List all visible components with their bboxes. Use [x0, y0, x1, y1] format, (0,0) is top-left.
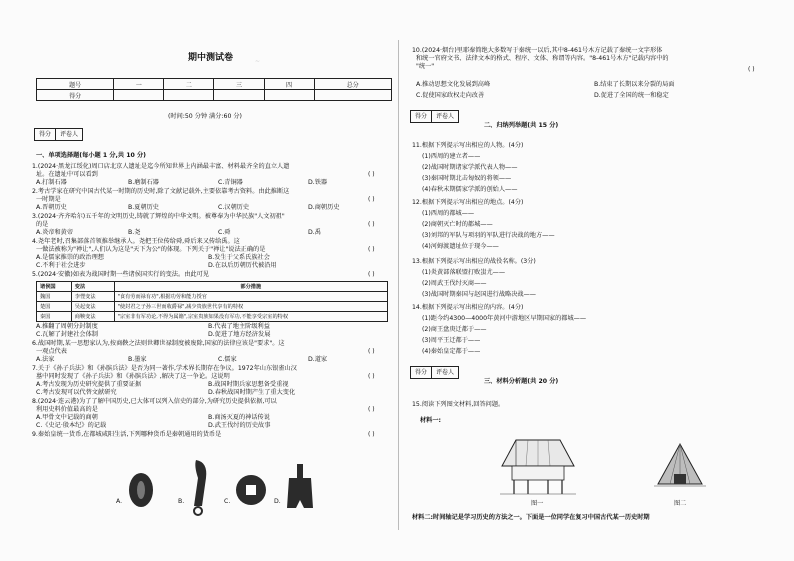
q13-item-2[interactable]: (2)周武王伐纣灭商——	[422, 280, 487, 287]
q5-option-a[interactable]: A.推翻了周朝分封制度	[36, 323, 98, 330]
stilt-house-figure	[498, 436, 578, 498]
q3-option-c[interactable]: C.舜	[218, 229, 231, 236]
q4-option-a[interactable]: A.是儒家推崇的政治理想	[36, 254, 104, 261]
q5-option-b[interactable]: B.代表了地主阶级利益	[208, 323, 270, 330]
scorer-label: 得分	[411, 111, 432, 122]
q4-option-d[interactable]: D.在以后历朝历代被沿用	[208, 262, 277, 269]
q10-option-d[interactable]: D.促进了全国的统一和稳定	[594, 92, 669, 99]
q7-option-d[interactable]: D.春秋战国时期产生了重大变化	[208, 389, 296, 396]
score-cell[interactable]	[314, 90, 391, 101]
reform-table-cell: 吴起变法	[71, 302, 114, 312]
scorer-box	[34, 128, 83, 141]
q12-stem: 12.根据下列提示写出相应的地点。(4分)	[412, 199, 524, 206]
q9-option-b[interactable]: B.	[178, 498, 185, 505]
q7-stem: 7.关于《孙子兵法》和《孙膑兵法》是否为同一著作,学术界长期存在争议。1972年山东银雀山汉	[32, 365, 297, 372]
q10-option-b[interactable]: B.结束了长期以来分裂的局面	[594, 81, 675, 88]
q10-option-c[interactable]: C.促使国家政权走向改善	[416, 92, 485, 99]
answer-paren[interactable]: ( )	[368, 271, 375, 278]
scorer-box	[410, 366, 459, 379]
scorer-label: 得分	[35, 129, 56, 140]
q7-stem-2: 墓中同时发现了《孙子兵法》和《孙膑兵法》,解决了这一争论。这说明	[36, 373, 230, 380]
q14-item-1[interactable]: (1)距今约4300—4000年黄河中游地区早期国家的都城——	[422, 315, 587, 322]
q9-option-a[interactable]: A.	[116, 498, 123, 505]
score-cell[interactable]	[264, 90, 314, 101]
spade-coin-icon	[284, 462, 316, 512]
q1-option-b[interactable]: B.磨制石器	[128, 179, 159, 186]
q6-option-c[interactable]: C.儒家	[218, 356, 237, 363]
q11-item-1[interactable]: (1)西周的建立者——	[422, 153, 481, 160]
q2-option-b[interactable]: B.夏朝历史	[128, 204, 159, 211]
reform-table-cell: "使封君之子孙三世而收爵禄",减少贵族世代享有的特权	[114, 302, 387, 312]
q4-stem: 4.尧年老时,召集部落首领推举继承人。尧把王位传给舜,舜后来又传给禹。这	[32, 238, 240, 245]
q15-stem: 15.阅读下列图文材料,回答问题。	[412, 401, 505, 408]
score-header: 四	[264, 79, 314, 90]
q2-stem-2: 一时期是	[36, 196, 61, 203]
time-note: (时间:50 分钟 满分:60 分)	[168, 113, 242, 120]
q14-item-4[interactable]: (4)秦始皇定都于——	[422, 348, 481, 355]
q9-option-d[interactable]: D.	[274, 498, 281, 505]
q10-stem-2: 和统一官府文书、法律文本的格式、程序、文体、称谓等内容。"8-461号木方"记载内容中的	[416, 55, 669, 62]
section-2-title: 二、归纳列举题(共 15 分)	[484, 122, 559, 129]
q5-option-c[interactable]: C.瓦解了封建社会体制	[36, 331, 98, 338]
q7-option-b[interactable]: B.战国时期兵家思想备受重视	[208, 381, 289, 388]
scorer-label: 得分	[411, 367, 432, 378]
q1-option-a[interactable]: A.打制石器	[36, 179, 67, 186]
shell-coin-icon	[126, 470, 156, 510]
q2-option-d[interactable]: D.商朝历史	[308, 204, 340, 211]
score-cell[interactable]	[164, 90, 214, 101]
exam-title: 期中测试卷	[188, 53, 234, 63]
score-table	[36, 78, 392, 101]
answer-paren[interactable]: ( )	[368, 246, 375, 253]
q8-option-a[interactable]: A.甲骨文中记载的商朝	[36, 414, 98, 421]
q15-material-1-label: 材料一:	[420, 417, 442, 424]
q6-option-b[interactable]: B.墨家	[128, 356, 147, 363]
q1-option-c[interactable]: C.青铜器	[218, 179, 243, 186]
q11-stem: 11.根据下列提示写出相应的人物。(4分)	[412, 142, 524, 149]
q10-stem: 10.(2024·烟台)里耶秦简绝大多数写于秦统一以后,其中8-461号木方记载了秦统一文字形体	[412, 47, 663, 54]
q2-stem: 2.考古学家在研究中国古代某一时期的历史时,除了文献记载外,主要依靠考古资料。由此推断这	[32, 188, 290, 195]
q9-stem: 9.秦始皇统一货币,在都城咸阳生活,下列哪种货币是秦朝通用的货币是	[32, 431, 222, 438]
q15-material-2: 材料二:时间轴记是学习历史的方法之一。下面是一位同学在复习中国古代某一历史时期	[412, 514, 650, 521]
q11-item-3[interactable]: (3)秦国时期北击匈奴的将领——	[422, 175, 512, 182]
q14-item-3[interactable]: (3)周平王迁都于——	[422, 337, 481, 344]
answer-paren[interactable]: ( )	[368, 406, 375, 413]
q3-stem-2: 的是	[36, 221, 49, 228]
grader-label: 评卷人	[60, 131, 79, 138]
q14-item-2[interactable]: (2)商王盘庚迁都于——	[422, 326, 487, 333]
score-header: 二	[164, 79, 214, 90]
q3-stem: 3.(2024·齐齐哈尔)五千年的文明历史,铸就了辉煌的中华文明。被尊奉为中华民族"人文初祖"	[32, 213, 285, 220]
score-header: 题号	[37, 79, 114, 90]
grader-label: 评卷人	[436, 369, 455, 376]
q6-stem: 6.战国时期,某一思想家认为,按商鞅之法则世卿世禄制度被废除,国家的法律应该是"要求"。这	[32, 340, 285, 347]
q11-item-2[interactable]: (2)战国时期诸家学派代表人物——	[422, 164, 518, 171]
reform-table-cell: 秦国	[37, 312, 72, 322]
q6-option-a[interactable]: A.法家	[36, 356, 55, 363]
reform-table	[36, 281, 388, 322]
reform-table-cell: 商鞅变法	[71, 312, 114, 322]
reform-table-cell: 李悝变法	[71, 292, 114, 302]
reform-table-header: 部分措施	[114, 282, 387, 292]
score-cell[interactable]	[214, 90, 264, 101]
reform-table-cell: "宗室非有军功论,不得为属籍",宗室贵族如果没有军功,不能享受宗室的特权	[114, 312, 387, 322]
answer-paren[interactable]: ( )	[368, 196, 375, 203]
q10-stem-3: "统一"	[416, 63, 435, 70]
reform-table-cell: "食有劳而禄有功",根据功劳和能力授官	[114, 292, 387, 302]
q3-option-d[interactable]: D.禹	[308, 229, 321, 236]
reform-table-header: 诸侯国	[37, 282, 72, 292]
q3-option-b[interactable]: B.尧	[128, 229, 141, 236]
figure-2-caption: 图二	[674, 500, 687, 507]
q6-stem-2: 一观点代表	[36, 348, 67, 355]
figure-1-caption: 图一	[531, 500, 544, 507]
q7-option-c[interactable]: C.考古发现可以代替文献研究	[36, 389, 117, 396]
answer-paren[interactable]: ( )	[368, 348, 375, 355]
q13-item-3[interactable]: (3)战国时期秦国与赵国进行战略决战——	[422, 291, 536, 298]
q6-option-d[interactable]: D.道家	[308, 356, 328, 363]
q12-item-3[interactable]: (3)刘邦的军队与项羽的军队进行决战的地方——	[422, 232, 555, 239]
q10-option-a[interactable]: A.推动思想文化发展到高峰	[416, 81, 491, 88]
score-cell[interactable]	[114, 90, 164, 101]
scorer-box	[410, 110, 459, 123]
q1-stem-2: 址。在遗址中可以看到	[36, 171, 98, 178]
q5-option-d[interactable]: D.促进了地方经济发展	[208, 331, 271, 338]
q12-item-2[interactable]: (2)商朝灭亡时的都城——	[422, 221, 493, 228]
q8-option-d[interactable]: D.武王伐纣的历史故事	[208, 422, 271, 429]
q1-option-d[interactable]: D.铁器	[308, 179, 328, 186]
score-header: 三	[214, 79, 264, 90]
answer-paren[interactable]: ( )	[368, 431, 375, 438]
q7-option-a[interactable]: A.考古发现为历史研究提供了重要证据	[36, 381, 142, 388]
q8-option-c[interactable]: C.《史记·殷本纪》的记载	[36, 422, 107, 429]
q11-item-4[interactable]: (4)春秋末期儒家学派的创始人——	[422, 186, 518, 193]
reform-table-cell: 魏国	[37, 292, 72, 302]
score-header: 一	[114, 79, 164, 90]
q3-option-a[interactable]: A.炎帝和黄帝	[36, 229, 74, 236]
q2-option-c[interactable]: C.汉朝历史	[218, 204, 250, 211]
q4-option-c[interactable]: C.不利于社会进步	[36, 262, 86, 269]
q12-item-4[interactable]: (4)河姆渡遗址位于现今——	[422, 243, 499, 250]
answer-paren[interactable]: ( )	[748, 66, 755, 73]
section-1-title: 一、单项选择题(每小题 1 分,共 10 分)	[36, 152, 146, 159]
knife-coin-icon	[188, 458, 212, 516]
bleed-through-text: ~	[255, 58, 261, 65]
q9-option-c[interactable]: C.	[224, 498, 231, 505]
semi-subterranean-hut-figure	[652, 440, 708, 496]
answer-paren[interactable]: ( )	[368, 171, 375, 178]
q14-stem: 14.根据下列提示写出相应的内容。(4分)	[412, 304, 524, 311]
reform-table-header: 变法	[71, 282, 114, 292]
answer-paren[interactable]: ( )	[368, 373, 375, 380]
q8-stem: 8.(2024·连云港)为了了解中国历史,已大体可以列入信史的部分,为研究历史提供依据,可以	[32, 398, 277, 405]
q2-option-a[interactable]: A.晋朝历史	[36, 204, 67, 211]
q8-stem-2: 利用史料价值最高的是	[36, 406, 98, 413]
q1-stem: 1.(2024·黑龙江绥化)周口店北京人遗址是迄今所知世界上内涵最丰富、材料最齐全的直立人遗	[32, 163, 290, 170]
score-row-label: 得分	[37, 90, 114, 101]
q5-stem: 5.(2024·安徽)如表为战国时期一些诸侯国实行的变法。由此可见	[32, 271, 209, 278]
q13-stem: 13.根据下列提示写出相应的战役名称。(3分)	[412, 258, 536, 265]
q13-item-1[interactable]: (1)炎黄部落联盟打败蚩尤——	[422, 269, 506, 276]
q4-option-b[interactable]: B.发生于父系氏族社会	[208, 254, 270, 261]
grader-label: 评卷人	[436, 113, 455, 120]
q4-stem-2: 一做法被称为"禅让",人们认为这是"天下为公"的体现。下列关于"禅让"说法正确的是	[36, 246, 266, 253]
q12-item-1[interactable]: (1)西周的都城——	[422, 210, 475, 217]
q8-option-b[interactable]: B.商汤灭夏的神话传说	[208, 414, 270, 421]
column-divider	[398, 40, 399, 530]
reform-table-cell: 楚国	[37, 302, 72, 312]
answer-paren[interactable]: ( )	[368, 221, 375, 228]
banliang-coin-icon	[234, 473, 268, 507]
section-3-title: 三、材料分析题(共 20 分)	[484, 378, 559, 385]
score-header: 总分	[314, 79, 391, 90]
